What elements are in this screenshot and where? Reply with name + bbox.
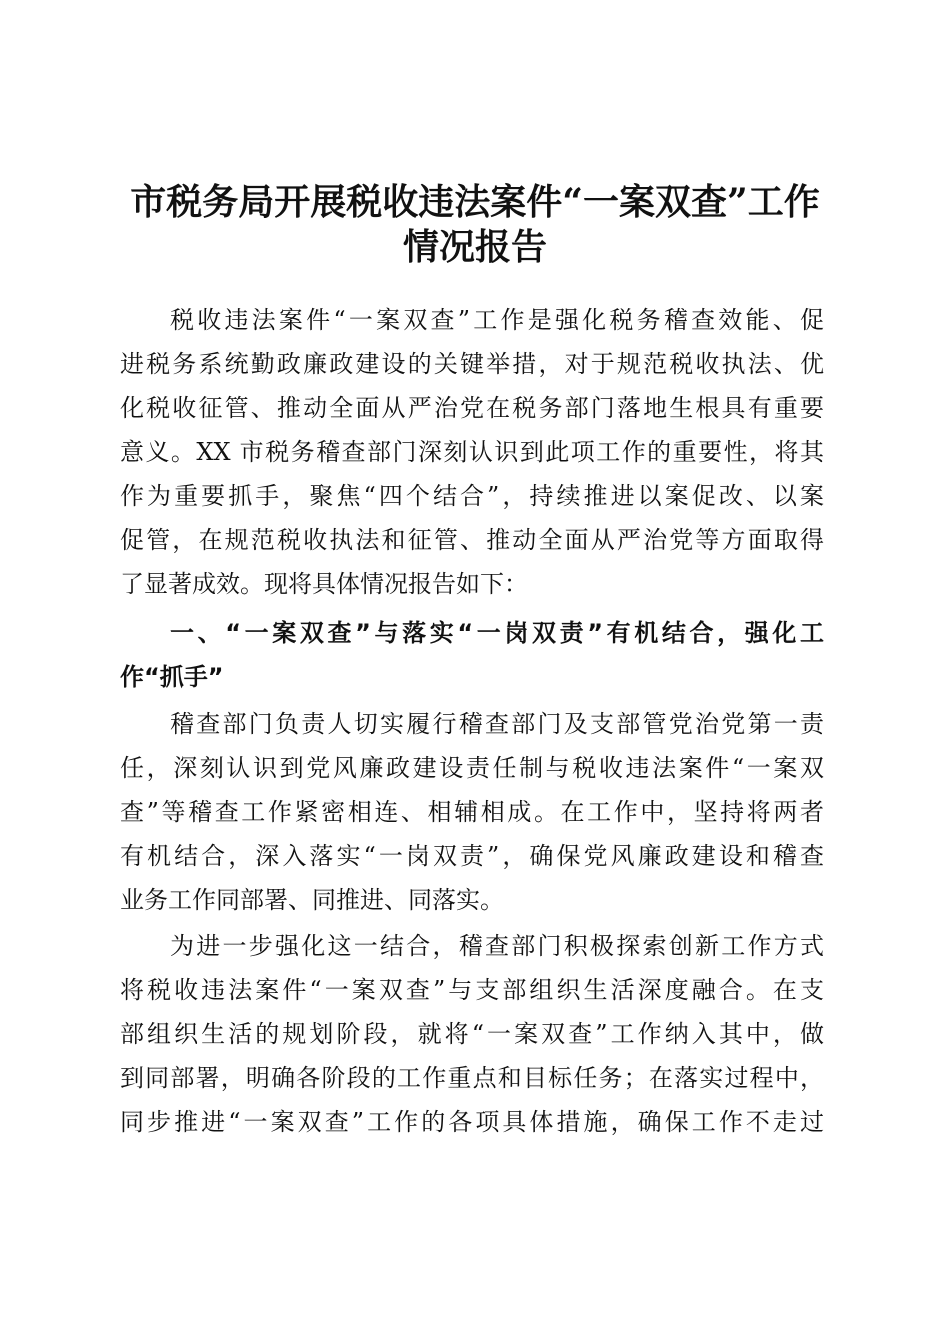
body-text-line: 了显著成效。现将具体情况报告如下： [120,570,528,598]
body-text-line: 有机结合，深入落实“一岗双责”，确保党风廉政建设和稽查 [120,842,824,870]
body-text-line: 同步推进“一案双查”工作的各项具体措施，确保工作不走过 [120,1108,824,1136]
body-text-line: 为进一步强化这一结合，稽查部门积极探索创新工作方式 [170,932,824,960]
section-heading-line: 作“抓手” [120,663,224,691]
body-text-line: 稽查部门负责人切实履行稽查部门及支部管党治党第一责 [170,710,824,738]
document-title-line-2: 情况报告 [402,226,547,268]
body-text-line: 税收违法案件“一案双查”工作是强化税务稽查效能、促 [170,306,824,334]
body-text-line: 到同部署，明确各阶段的工作重点和目标任务；在落实过程中， [120,1064,824,1092]
body-text-line: 促管，在规范税收执法和征管、推动全面从严治党等方面取得 [120,526,824,554]
body-text-line: 将税收违法案件“一案双查”与支部组织生活深度融合。在支 [120,976,824,1004]
body-text-line: 意义。XX 市税务稽查部门深刻认识到此项工作的重要性，将其 [120,438,824,466]
document-title-line-1: 市税务局开展税收违法案件“一案双查”工作 [130,181,820,223]
section-heading-line: 一、“一案双查”与落实“一岗双责”有机结合，强化工 [170,619,824,647]
body-text-line: 部组织生活的规划阶段，就将“一案双查”工作纳入其中，做 [120,1020,824,1048]
body-text-line: 进税务系统勤政廉政建设的关键举措，对于规范税收执法、优 [120,350,824,378]
body-text-line: 任，深刻认识到党风廉政建设责任制与税收违法案件“一案双 [120,754,824,782]
body-text-line: 业务工作同部署、同推进、同落实。 [120,886,504,914]
body-text-line: 查”等稽查工作紧密相连、相辅相成。在工作中，坚持将两者 [120,798,824,826]
body-text-line: 化税收征管、推动全面从严治党在税务部门落地生根具有重要 [120,394,824,422]
body-text-line: 作为重要抓手，聚焦“四个结合”，持续推进以案促改、以案 [120,482,824,510]
